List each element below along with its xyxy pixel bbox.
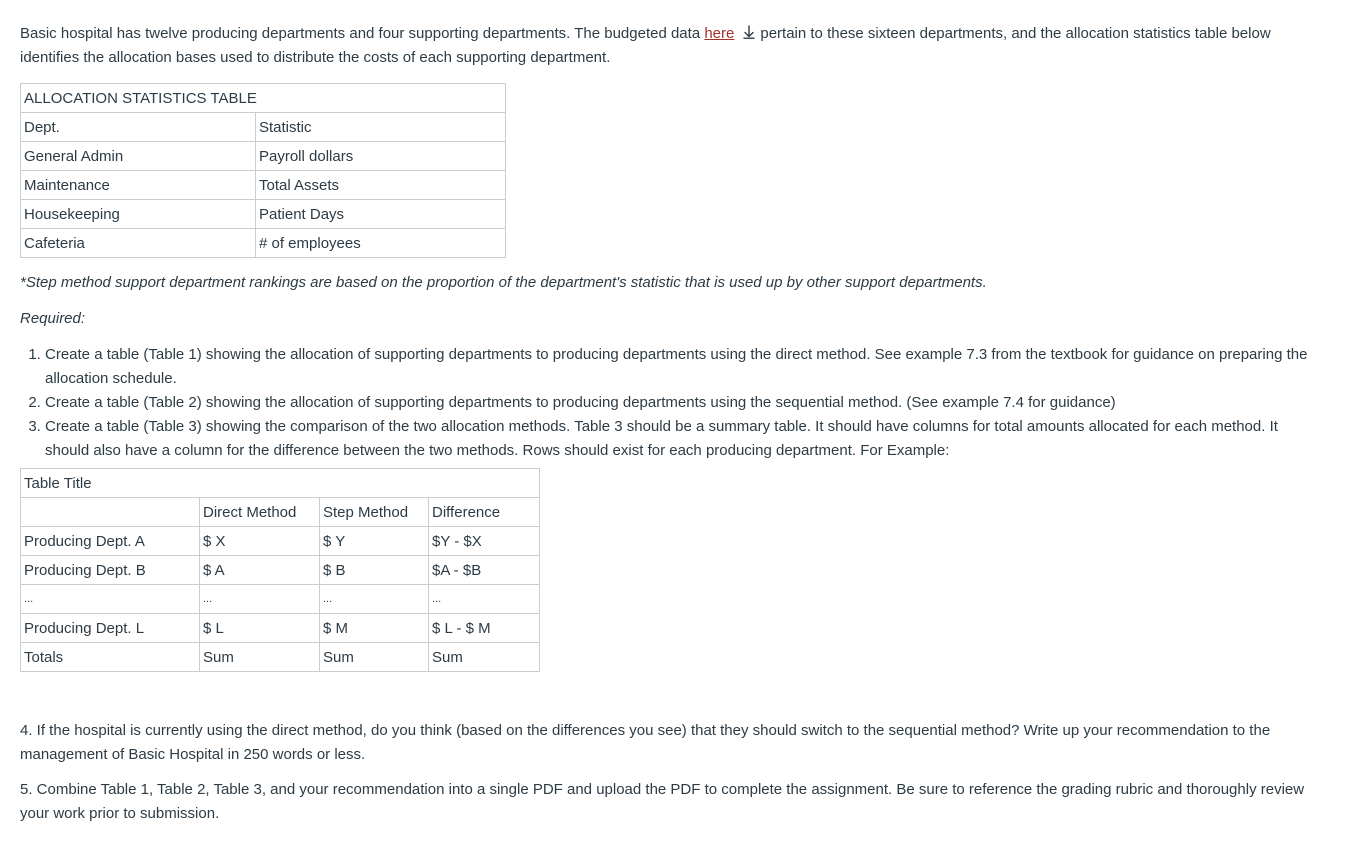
table-cell: Totals bbox=[21, 643, 200, 672]
column-header: Direct Method bbox=[200, 498, 320, 527]
column-header bbox=[21, 498, 200, 527]
example-table-title: Table Title bbox=[21, 469, 540, 498]
dept-cell: Cafeteria bbox=[21, 229, 256, 258]
statistic-cell: Patient Days bbox=[256, 200, 506, 229]
required-label: Required: bbox=[20, 310, 86, 327]
dept-cell: Maintenance bbox=[21, 171, 256, 200]
requirements-list bbox=[20, 343, 1320, 463]
list-item: 3. Create a table (Table 3) showing the comparison of the two allocation methods. Table 3 should be a summary table. It should have columns for total amounts allocated for each method. It should also have a column for the difference between the two methods. Rows should exist for each producing department. For Example: bbox=[45, 415, 1320, 463]
table-cell: ... bbox=[320, 585, 429, 614]
question-5: 5. Combine Table 1, Table 2, Table 3, and your recommendation into a single PDF and upload the PDF to complete the assignment. Be sure to reference the grading rubric and thoroughly review your work prior to submission. bbox=[20, 781, 1305, 822]
table-title-row bbox=[21, 469, 540, 498]
list-item: 1. Create a table (Table 1) showing the allocation of supporting departments to producing departments using the direct method. See example 7.3 from the textbook for guidance on preparing the allocation schedule. bbox=[45, 343, 1320, 391]
table-row bbox=[21, 614, 540, 643]
table-row bbox=[21, 585, 540, 614]
table-row bbox=[21, 142, 506, 171]
table-row bbox=[21, 171, 506, 200]
intro-text-after: pertain to these sixteen departments, and the allocation statistics table below identifies the allocation bases used to distribute the costs of each supporting department. bbox=[20, 25, 1271, 66]
table-row bbox=[21, 556, 540, 585]
table-row bbox=[21, 643, 540, 672]
table-cell: ... bbox=[429, 585, 540, 614]
allocation-statistics-table bbox=[20, 83, 506, 258]
intro-paragraph bbox=[20, 22, 1320, 70]
table-cell: Producing Dept. A bbox=[21, 527, 200, 556]
step-method-note: *Step method support department rankings are based on the proportion of the department's statistic that is used up by other support departments. bbox=[20, 274, 987, 291]
assignment-content bbox=[20, 22, 1320, 826]
column-header: Difference bbox=[429, 498, 540, 527]
table-header-row bbox=[21, 113, 506, 142]
intro-text-before: Basic hospital has twelve producing departments and four supporting departments. The budgeted data bbox=[20, 25, 705, 42]
statistic-cell: Payroll dollars bbox=[256, 142, 506, 171]
table-cell: $A - $B bbox=[429, 556, 540, 585]
download-icon[interactable] bbox=[742, 23, 756, 37]
dept-cell: General Admin bbox=[21, 142, 256, 171]
dept-cell: Housekeeping bbox=[21, 200, 256, 229]
table-cell: $Y - $X bbox=[429, 527, 540, 556]
table-cell: Sum bbox=[429, 643, 540, 672]
question-4: 4. If the hospital is currently using the direct method, do you think (based on the differences you see) that they should switch to the sequential method? Write up your recommendation to the management of Basic Hospital in 250 words or less. bbox=[20, 722, 1271, 763]
table-row bbox=[21, 200, 506, 229]
data-file-link[interactable]: here bbox=[704, 25, 735, 42]
statistic-cell: Total Assets bbox=[256, 171, 506, 200]
table-row bbox=[21, 229, 506, 258]
table-cell: ... bbox=[21, 585, 200, 614]
table-cell: Producing Dept. L bbox=[21, 614, 200, 643]
column-header: Dept. bbox=[21, 113, 256, 142]
table-cell: $ Y bbox=[320, 527, 429, 556]
table-title-row bbox=[21, 84, 506, 113]
list-item: 2. Create a table (Table 2) showing the allocation of supporting departments to producing departments using the sequential method. (See example 7.4 for guidance) bbox=[45, 391, 1320, 415]
table-cell: $ B bbox=[320, 556, 429, 585]
statistic-cell: # of employees bbox=[256, 229, 506, 258]
table-cell: $ L bbox=[200, 614, 320, 643]
table-row bbox=[21, 527, 540, 556]
allocation-table-title: ALLOCATION STATISTICS TABLE bbox=[21, 84, 506, 113]
table-header-row bbox=[21, 498, 540, 527]
table-cell: Sum bbox=[200, 643, 320, 672]
column-header: Statistic bbox=[256, 113, 506, 142]
table-cell: Sum bbox=[320, 643, 429, 672]
example-summary-table bbox=[20, 468, 540, 672]
table-cell: ... bbox=[200, 585, 320, 614]
table-cell: $ M bbox=[320, 614, 429, 643]
table-cell: $ A bbox=[200, 556, 320, 585]
table-cell: Producing Dept. B bbox=[21, 556, 200, 585]
column-header: Step Method bbox=[320, 498, 429, 527]
table-cell: $ X bbox=[200, 527, 320, 556]
table-cell: $ L - $ M bbox=[429, 614, 540, 643]
